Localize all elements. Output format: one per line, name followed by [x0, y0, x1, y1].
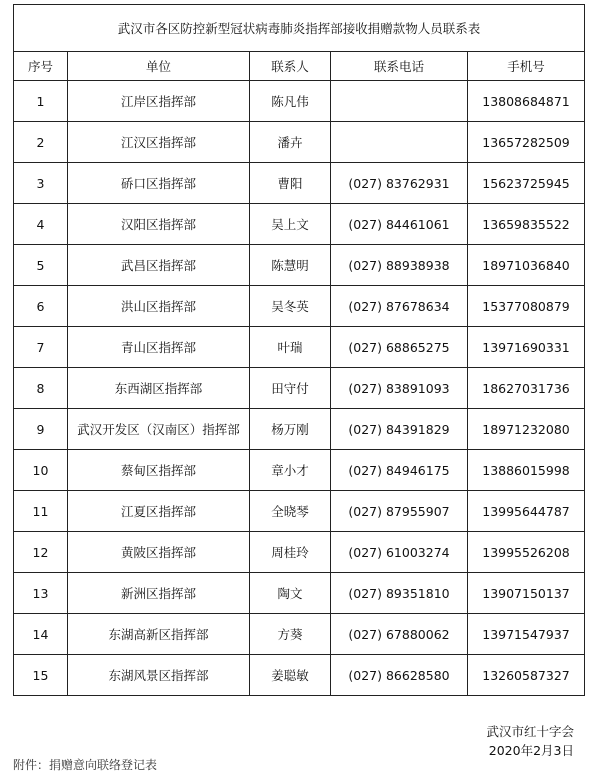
row-phone	[331, 81, 468, 122]
row-contact: 章小才	[250, 450, 331, 491]
table-row	[14, 573, 585, 614]
row-contact: 杨万刚	[250, 409, 331, 450]
table-row	[14, 450, 585, 491]
row-unit: 江汉区指挥部	[68, 122, 250, 163]
row-contact: 方葵	[250, 614, 331, 655]
row-mobile: 13886015998	[468, 450, 585, 491]
row-mobile: 13995644787	[468, 491, 585, 532]
row-number: 1	[14, 81, 68, 122]
row-mobile: 13808684871	[468, 81, 585, 122]
row-mobile: 18971036840	[468, 245, 585, 286]
table-row	[14, 368, 585, 409]
row-unit: 黄陂区指挥部	[68, 532, 250, 573]
row-phone: (027) 68865275	[331, 327, 468, 368]
contact-table	[13, 4, 585, 696]
attachment-note: 附件：捐赠意向联络登记表	[13, 758, 158, 772]
row-mobile: 13971547937	[468, 614, 585, 655]
column-header-unit: 单位	[68, 52, 250, 81]
row-contact: 曹阳	[250, 163, 331, 204]
row-phone: (027) 86628580	[331, 655, 468, 696]
row-number: 10	[14, 450, 68, 491]
row-number: 9	[14, 409, 68, 450]
row-contact: 吴冬英	[250, 286, 331, 327]
table-row	[14, 614, 585, 655]
row-contact: 陶文	[250, 573, 331, 614]
row-unit: 蔡甸区指挥部	[68, 450, 250, 491]
signature-organization: 武汉市红十字会	[486, 724, 574, 739]
column-header-contact: 联系人	[250, 52, 331, 81]
row-contact: 全晓琴	[250, 491, 331, 532]
row-mobile: 13995526208	[468, 532, 585, 573]
row-unit: 江岸区指挥部	[68, 81, 250, 122]
row-contact: 吴上文	[250, 204, 331, 245]
row-unit: 东湖高新区指挥部	[68, 614, 250, 655]
row-contact: 陈凡伟	[250, 81, 331, 122]
table-row	[14, 163, 585, 204]
table-row	[14, 286, 585, 327]
row-mobile: 15623725945	[468, 163, 585, 204]
table-row	[14, 491, 585, 532]
table-row	[14, 204, 585, 245]
table-row	[14, 655, 585, 696]
row-unit: 武昌区指挥部	[68, 245, 250, 286]
row-unit: 江夏区指挥部	[68, 491, 250, 532]
table-row	[14, 327, 585, 368]
row-mobile: 13260587327	[468, 655, 585, 696]
row-mobile: 18627031736	[468, 368, 585, 409]
row-number: 2	[14, 122, 68, 163]
table-title-row	[14, 5, 585, 52]
row-unit: 东西湖区指挥部	[68, 368, 250, 409]
row-number: 4	[14, 204, 68, 245]
row-number: 13	[14, 573, 68, 614]
row-mobile: 13971690331	[468, 327, 585, 368]
row-phone: (027) 67880062	[331, 614, 468, 655]
column-header-phone: 联系电话	[331, 52, 468, 81]
row-mobile: 15377080879	[468, 286, 585, 327]
row-number: 7	[14, 327, 68, 368]
row-unit: 东湖风景区指挥部	[68, 655, 250, 696]
row-phone: (027) 83891093	[331, 368, 468, 409]
signature-date: 2020年2月3日	[488, 743, 574, 758]
row-unit: 青山区指挥部	[68, 327, 250, 368]
contact-sheet	[13, 4, 584, 696]
row-phone: (027) 87955907	[331, 491, 468, 532]
row-mobile: 13657282509	[468, 122, 585, 163]
column-header-no: 序号	[14, 52, 68, 81]
row-unit: 汉阳区指挥部	[68, 204, 250, 245]
row-phone: (027) 83762931	[331, 163, 468, 204]
row-mobile: 13907150137	[468, 573, 585, 614]
column-header-mobile: 手机号	[468, 52, 585, 81]
row-phone: (027) 88938938	[331, 245, 468, 286]
row-unit: 武汉开发区（汉南区）指挥部	[68, 409, 250, 450]
row-number: 14	[14, 614, 68, 655]
row-contact: 叶瑞	[250, 327, 331, 368]
row-number: 8	[14, 368, 68, 409]
row-unit: 新洲区指挥部	[68, 573, 250, 614]
row-phone: (027) 89351810	[331, 573, 468, 614]
table-row	[14, 245, 585, 286]
row-phone	[331, 122, 468, 163]
row-unit: 硚口区指挥部	[68, 163, 250, 204]
table-header-row	[14, 52, 585, 81]
row-unit: 洪山区指挥部	[68, 286, 250, 327]
table-row	[14, 122, 585, 163]
row-phone: (027) 84461061	[331, 204, 468, 245]
row-contact: 姜聪敏	[250, 655, 331, 696]
table-row	[14, 409, 585, 450]
row-phone: (027) 61003274	[331, 532, 468, 573]
row-mobile: 18971232080	[468, 409, 585, 450]
row-number: 15	[14, 655, 68, 696]
row-phone: (027) 84946175	[331, 450, 468, 491]
row-phone: (027) 87678634	[331, 286, 468, 327]
row-number: 3	[14, 163, 68, 204]
row-mobile: 13659835522	[468, 204, 585, 245]
row-contact: 田守付	[250, 368, 331, 409]
table-row	[14, 81, 585, 122]
row-number: 6	[14, 286, 68, 327]
table-row	[14, 532, 585, 573]
row-contact: 周桂玲	[250, 532, 331, 573]
row-contact: 潘卉	[250, 122, 331, 163]
row-number: 11	[14, 491, 68, 532]
row-number: 12	[14, 532, 68, 573]
row-phone: (027) 84391829	[331, 409, 468, 450]
row-contact: 陈慧明	[250, 245, 331, 286]
row-number: 5	[14, 245, 68, 286]
table-title: 武汉市各区防控新型冠状病毒肺炎指挥部接收捐赠款物人员联系表	[14, 5, 585, 52]
